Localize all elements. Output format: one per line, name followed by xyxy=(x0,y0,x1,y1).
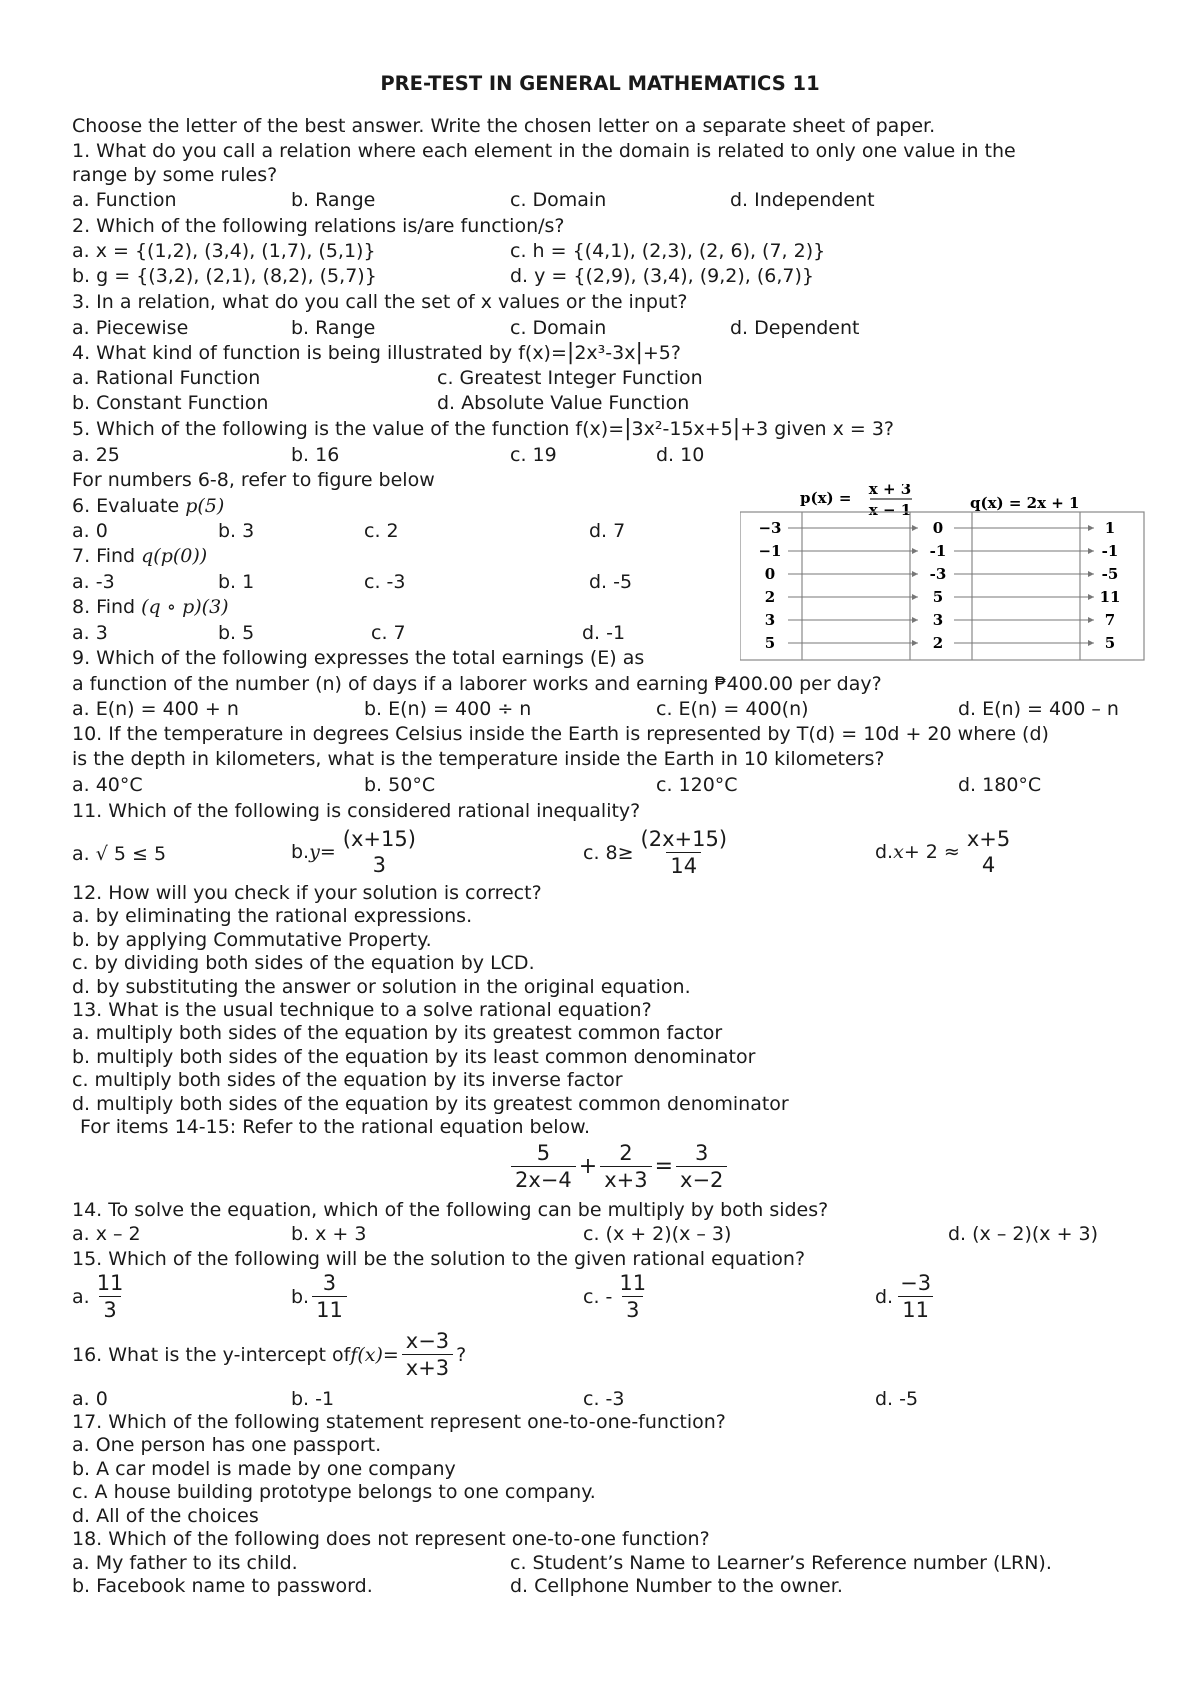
q8-option-d: d. -1 xyxy=(582,622,626,644)
arrowhead xyxy=(912,548,918,554)
q17-option-b: b. A car model is made by one company xyxy=(72,1458,456,1480)
q15-option-c: c. - $\frac{11}{3}$ xyxy=(583,1271,647,1322)
q15-option-d: d. $\frac{-3}{11}$ xyxy=(875,1271,932,1322)
instructions: Choose the letter of the best answer. Write the chosen letter on a separate sheet of paper. xyxy=(72,115,936,137)
rational-equation: $\frac{5}{2x-4}$ + $\frac{2}{x+3}$ = $\frac{3}{x-2}$ xyxy=(508,1140,730,1193)
domain-value: −1 xyxy=(758,542,782,560)
question-1-text: 1. What do you call a relation where each element in the domain is related to only one value in the xyxy=(72,140,1016,162)
q7-expr: q(p(0)) xyxy=(141,545,208,567)
q7-text: 7. Find xyxy=(72,545,142,567)
p-output-value: -1 xyxy=(929,542,947,560)
q-output-value: -1 xyxy=(1101,542,1119,560)
question-12-text: 12. How will you check if your solution is correct? xyxy=(72,882,542,904)
domain-value: 2 xyxy=(764,588,776,606)
q11-b-numerator: (x+15) xyxy=(342,827,416,851)
question-6-text xyxy=(72,494,224,518)
q16-option-c: c. -3 xyxy=(583,1388,625,1410)
question-3-text: 3. In a relation, what do you call the set of x values or the input? xyxy=(72,291,688,313)
q-function-label: q(x) = 2x + 1 xyxy=(970,494,1080,512)
q12-option-b: b. by applying Commutative Property. xyxy=(72,929,432,951)
q4-option-b: b. Constant Function xyxy=(72,392,269,414)
question-11-text: 11. Which of the following is considered rational inequality? xyxy=(72,800,641,822)
q6-text: 6. Evaluate xyxy=(72,495,186,517)
question-18-text: 18. Which of the following does not represent one-to-one function? xyxy=(72,1528,710,1550)
question-4-text: 4. What kind of function is being illustrated by f(x)=|2x³-3x|+5? xyxy=(72,340,681,365)
domain-value: 5 xyxy=(764,634,776,652)
domain-value: 0 xyxy=(764,565,776,583)
q5-abs-expr: 3x²-15x+5 xyxy=(631,418,733,440)
arrowhead xyxy=(1088,617,1094,623)
q2-option-b: b. g = {(3,2), (2,1), (8,2), (5,7)} xyxy=(72,265,377,287)
q16-option-a: a. 0 xyxy=(72,1388,108,1410)
q10-option-b: b. 50°C xyxy=(364,774,436,796)
q18-option-a: a. My father to its child. xyxy=(72,1552,298,1574)
q11-option-d: d. x + 2 ≈ x+5 4 xyxy=(875,826,1017,878)
arrowhead xyxy=(912,594,918,600)
q14-option-c: c. (x + 2)(x – 3) xyxy=(583,1223,732,1245)
question-10-text-cont: is the depth in kilometers, what is the temperature inside the Earth in 10 kilometers? xyxy=(72,748,885,770)
q1-option-c: c. Domain xyxy=(510,189,607,211)
question-16-text: 16. What is the y-intercept of f(x) = $\frac{x-3}{x+3}$ ? xyxy=(72,1329,467,1380)
q17-option-a: a. One person has one passport. xyxy=(72,1434,382,1456)
arrowhead xyxy=(1088,594,1094,600)
q6-option-d: d. 7 xyxy=(589,520,626,542)
q1-option-d: d. Independent xyxy=(730,189,875,211)
q5-option-d: d. 10 xyxy=(656,444,705,466)
question-8-text xyxy=(72,595,229,619)
q4-abs-expr: 2x³-3x xyxy=(574,342,636,364)
question-9-text-cont: a function of the number (n) of days if a laborer works and earning ₱400.00 per day? xyxy=(72,673,882,695)
q-output-value: -5 xyxy=(1101,565,1119,583)
arrowhead xyxy=(912,640,918,646)
q13-option-b: b. multiply both sides of the equation by its least common denominator xyxy=(72,1046,756,1068)
p-output-value: 2 xyxy=(932,634,944,652)
q13-option-c: c. multiply both sides of the equation by its inverse factor xyxy=(72,1069,623,1091)
q6-option-a: a. 0 xyxy=(72,520,108,542)
q1-option-b: b. Range xyxy=(291,189,376,211)
q3-option-a: a. Piecewise xyxy=(72,317,189,339)
q16-denominator: x+3 xyxy=(402,1354,453,1381)
p-output-value: -3 xyxy=(929,565,947,583)
q14-option-b: b. x + 3 xyxy=(291,1223,367,1245)
q4-option-c: c. Greatest Integer Function xyxy=(437,367,703,389)
q15-option-a: a. $\frac{11}{3}$ xyxy=(72,1271,124,1322)
q-output-value: 7 xyxy=(1104,611,1116,629)
q11-option-c: c. 8≥ $\frac{(2x+15)}{14}$ xyxy=(583,826,734,879)
q5-option-b: b. 16 xyxy=(291,444,340,466)
q6-option-b: b. 3 xyxy=(218,520,255,542)
arrowhead xyxy=(912,571,918,577)
p-output-value: 0 xyxy=(932,519,944,537)
arrowhead xyxy=(912,617,918,623)
q9-option-d: d. E(n) = 400 – n xyxy=(958,698,1119,720)
q3-option-b: b. Range xyxy=(291,317,376,339)
q6-expr: p(5) xyxy=(185,495,225,517)
q5-option-c: c. 19 xyxy=(510,444,557,466)
q14-option-a: a. x – 2 xyxy=(72,1223,141,1245)
question-9-text: 9. Which of the following expresses the total earnings (E) as xyxy=(72,647,645,669)
mapping-diagram xyxy=(740,484,1148,662)
question-1-text-cont: range by some rules? xyxy=(72,164,278,186)
q10-option-a: a. 40°C xyxy=(72,774,143,796)
q1-option-a: a. Function xyxy=(72,189,177,211)
q-output-value: 1 xyxy=(1104,519,1116,537)
q18-option-c: c. Student’s Name to Learner’s Reference number (LRN). xyxy=(510,1552,1052,1574)
q11-c-numerator: (2x+15) xyxy=(640,827,728,851)
p-output-value: 5 xyxy=(932,588,944,606)
q18-option-d: d. Cellphone Number to the owner. xyxy=(510,1575,843,1597)
q5-text-pre: 5. Which of the following is the value of the function f(x)= xyxy=(72,418,625,440)
question-10-text: 10. If the temperature in degrees Celsius inside the Earth is represented by T(d) = 10d + 20 where (d) xyxy=(72,723,1049,745)
refer-items-6-8: For numbers 6-8, refer to figure below xyxy=(72,469,435,491)
q13-option-d: d. multiply both sides of the equation by its greatest common denominator xyxy=(72,1093,789,1115)
q9-option-c: c. E(n) = 400(n) xyxy=(656,698,809,720)
q8-expr: (q ∘ p)(3) xyxy=(141,596,229,618)
q11-option-a: a. √ 5 ≤ 5 xyxy=(72,843,167,865)
question-14-text: 14. To solve the equation, which of the following can be multiply by both sides? xyxy=(72,1199,829,1221)
q-output-value: 5 xyxy=(1104,634,1116,652)
question-2-text: 2. Which of the following relations is/are function/s? xyxy=(72,215,565,237)
domain-value: 3 xyxy=(764,611,776,629)
q17-option-d: d. All of the choices xyxy=(72,1505,259,1527)
q5-option-a: a. 25 xyxy=(72,444,120,466)
domain-value: −3 xyxy=(758,519,782,537)
page-title: PRE-TEST IN GENERAL MATHEMATICS 11 xyxy=(380,72,820,95)
q4-option-a: a. Rational Function xyxy=(72,367,261,389)
q10-option-d: d. 180°C xyxy=(958,774,1042,796)
q7-option-b: b. 1 xyxy=(218,571,255,593)
q11-d-numerator: x+5 xyxy=(966,827,1011,851)
question-17-text: 17. Which of the following statement represent one-to-one-function? xyxy=(72,1411,726,1433)
p-function-denominator: x − 1 xyxy=(868,501,912,519)
p-output-value: 3 xyxy=(932,611,944,629)
q11-option-b: b. y= (x+15) 3 xyxy=(291,826,423,878)
q4-option-d: d. Absolute Value Function xyxy=(437,392,690,414)
q7-option-c: c. -3 xyxy=(364,571,406,593)
q16-option-b: b. -1 xyxy=(291,1388,335,1410)
q8-text: 8. Find xyxy=(72,596,142,618)
q8-option-a: a. 3 xyxy=(72,622,108,644)
q10-option-c: c. 120°C xyxy=(656,774,738,796)
q4-text-post: +5? xyxy=(642,342,681,364)
refer-items-14-15: For items 14-15: Refer to the rational equation below. xyxy=(80,1116,591,1138)
q4-text-pre: 4. What kind of function is being illustrated by f(x)= xyxy=(72,342,567,364)
q8-option-c: c. 7 xyxy=(371,622,406,644)
q-output-value: 11 xyxy=(1099,588,1121,606)
q11-c-denominator: 14 xyxy=(666,852,701,879)
q18-option-b: b. Facebook name to password. xyxy=(72,1575,373,1597)
q8-option-b: b. 5 xyxy=(218,622,255,644)
arrowhead xyxy=(1088,571,1094,577)
q3-option-d: d. Dependent xyxy=(730,317,860,339)
q2-option-a: a. x = {(1,2), (3,4), (1,7), (5,1)} xyxy=(72,240,376,262)
question-13-text: 13. What is the usual technique to a solve rational equation? xyxy=(72,999,652,1021)
q2-option-c: c. h = {(4,1), (2,3), (2, 6), (7, 2)} xyxy=(510,240,826,262)
q16-numerator: x−3 xyxy=(405,1329,450,1353)
q12-option-d: d. by substituting the answer or solution in the original equation. xyxy=(72,976,691,998)
q7-option-a: a. -3 xyxy=(72,571,115,593)
q11-d-denominator: 4 xyxy=(981,853,996,877)
q7-option-d: d. -5 xyxy=(589,571,633,593)
q6-option-c: c. 2 xyxy=(364,520,399,542)
p-function-label: p(x) = xyxy=(800,489,852,507)
q2-option-d: d. y = {(2,9), (3,4), (9,2), (6,7)} xyxy=(510,265,814,287)
q9-option-b: b. E(n) = 400 ÷ n xyxy=(364,698,532,720)
q5-text-post: +3 given x = 3? xyxy=(740,418,895,440)
q9-option-a: a. E(n) = 400 + n xyxy=(72,698,239,720)
p-function-numerator: x + 3 xyxy=(868,484,912,498)
question-5-text: 5. Which of the following is the value of the function f(x)=|3x²-15x+5|+3 given x = 3? xyxy=(72,416,895,441)
arrowhead xyxy=(1088,640,1094,646)
q11-b-denominator: 3 xyxy=(372,853,387,877)
function-mapping-figure xyxy=(740,484,1148,662)
q17-option-c: c. A house building prototype belongs to one company. xyxy=(72,1481,596,1503)
q15-option-b: b. $\frac{3}{11}$ xyxy=(291,1270,350,1323)
q3-option-c: c. Domain xyxy=(510,317,607,339)
q13-option-a: a. multiply both sides of the equation by its greatest common factor xyxy=(72,1022,723,1044)
q14-option-d: d. (x – 2)(x + 3) xyxy=(948,1223,1099,1245)
q16-option-d: d. -5 xyxy=(875,1388,919,1410)
question-15-text: 15. Which of the following will be the solution to the given rational equation? xyxy=(72,1248,806,1270)
arrowhead xyxy=(912,525,918,531)
q12-option-c: c. by dividing both sides of the equation by LCD. xyxy=(72,952,535,974)
arrowhead xyxy=(1088,525,1094,531)
arrowhead xyxy=(1088,548,1094,554)
question-7-text xyxy=(72,544,207,568)
q12-option-a: a. by eliminating the rational expressions. xyxy=(72,905,473,927)
